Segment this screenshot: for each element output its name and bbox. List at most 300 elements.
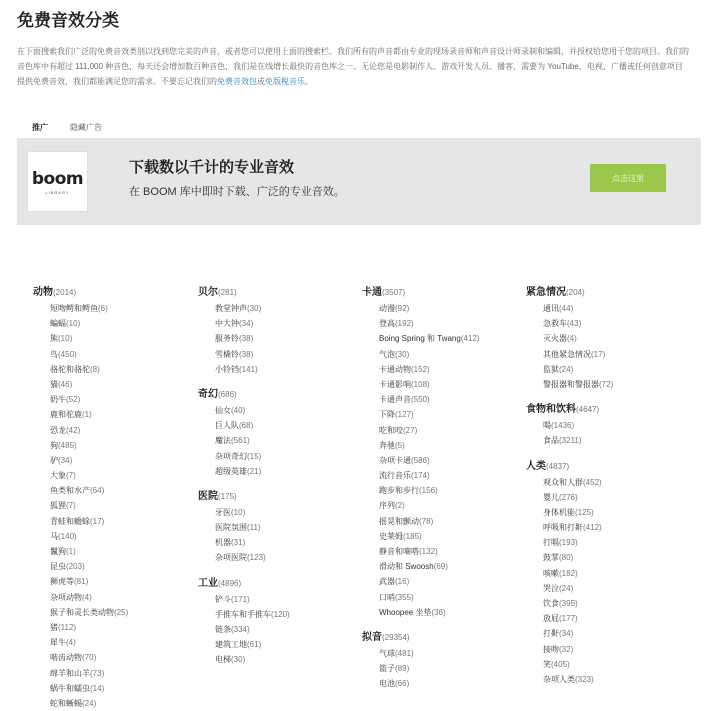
- subcategory-name: 魔法: [215, 436, 231, 446]
- ad-tabs: [17, 120, 701, 138]
- intro-paragraph: [17, 44, 689, 89]
- free-sound-packs-link[interactable]: 免费音效包: [217, 77, 257, 86]
- category-count: (29354): [382, 632, 410, 642]
- subcategory-name: 监狱: [543, 364, 559, 374]
- subcategory-link[interactable]: [362, 659, 480, 674]
- click-here-button[interactable]: 点击这里: [590, 164, 666, 192]
- subcategory-link[interactable]: [526, 314, 613, 329]
- subcategory-count: (192): [395, 319, 414, 329]
- subcategory-name: 奔驰: [379, 440, 395, 450]
- subcategory-name: Whoopee 坐垫: [379, 607, 432, 617]
- subcategory-link[interactable]: [362, 421, 480, 436]
- subcategory-link[interactable]: [33, 329, 128, 344]
- logo-subtext: LIBRARY: [45, 190, 70, 195]
- subcategory-count: (38): [239, 349, 254, 359]
- category-group: [526, 400, 613, 446]
- subcategory-link[interactable]: [362, 405, 480, 420]
- promo-headline: 下载数以千计的专业音效: [129, 159, 295, 176]
- subcategory-link[interactable]: [33, 679, 128, 694]
- category-heading[interactable]: [198, 487, 290, 503]
- page-title: 免费音效分类: [17, 11, 119, 30]
- subcategory-name: 急救车: [543, 319, 567, 329]
- subcategory-link[interactable]: [362, 557, 480, 572]
- category-heading[interactable]: [198, 385, 290, 401]
- subcategory-count: (4): [82, 592, 92, 602]
- category-group: [198, 283, 290, 375]
- subcategory-name: 卡通动物: [379, 364, 411, 374]
- subcategory-link[interactable]: [33, 436, 128, 451]
- subcategory-name: 狗: [50, 440, 58, 450]
- subcategory-name: 摇晃和颤动: [379, 516, 419, 526]
- subcategory-name: 超级英雄: [215, 466, 247, 476]
- subcategory-name: 登高: [379, 319, 395, 329]
- subcategory-count: (1436): [551, 421, 575, 431]
- subcategory-name: 啮齿动物: [50, 653, 82, 663]
- category-heading[interactable]: [198, 574, 290, 590]
- subcategory-name: 骆驼和骆驼: [50, 364, 90, 374]
- category-heading[interactable]: [362, 628, 480, 644]
- subcategory-name: 杂项卡通: [379, 455, 411, 465]
- subcategory-name: 大象: [50, 471, 66, 481]
- subcategory-name: 恐龙: [50, 425, 66, 435]
- subcategory-link[interactable]: [526, 564, 613, 579]
- subcategory-count: (108): [411, 379, 430, 389]
- subcategory-count: (4): [567, 334, 577, 344]
- subcategory-name: 小铃铛: [215, 364, 239, 374]
- category-group: [362, 283, 480, 618]
- subcategory-name: 仙女: [215, 405, 231, 415]
- subcategory-link[interactable]: [33, 299, 128, 314]
- subcategory-count: (81): [74, 577, 89, 587]
- category-count: (2014): [53, 288, 77, 297]
- category-name: 贝尔: [198, 287, 218, 298]
- subcategory-link[interactable]: [526, 329, 613, 344]
- subcategory-count: (24): [559, 364, 574, 374]
- subcategory-count: (395): [559, 599, 578, 608]
- subcategory-name: 食品: [543, 436, 559, 446]
- category-group: [526, 457, 613, 686]
- subcategory-count: (4): [66, 638, 76, 648]
- subcategory-name: 猴子和灵长类动物: [50, 607, 114, 617]
- category-name: 食物和饮料: [526, 404, 576, 416]
- subcategory-link[interactable]: [33, 390, 128, 405]
- subcategory-count: (72): [599, 379, 614, 389]
- subcategory-name: 史莱姆: [379, 531, 403, 541]
- category-name: 紧急情况: [526, 287, 566, 298]
- subcategory-link[interactable]: [33, 557, 128, 572]
- subcategory-link[interactable]: [33, 512, 128, 527]
- subcategory-link[interactable]: [33, 633, 128, 648]
- subcategory-link[interactable]: [198, 360, 290, 375]
- category-count: (204): [566, 288, 585, 297]
- subcategory-count: (6): [98, 304, 108, 313]
- subcategory-count: (177): [559, 614, 578, 624]
- subcategory-count: (10): [66, 319, 81, 329]
- subcategory-name: 中大钟: [215, 319, 239, 329]
- subcategory-name: 放屁: [543, 614, 559, 624]
- subcategory-name: 机器: [215, 538, 231, 548]
- subcategory-name: 跑步和步行: [379, 486, 419, 496]
- subcategory-count: (125): [575, 507, 594, 517]
- subcategory-count: (36): [431, 607, 446, 617]
- subcategory-link[interactable]: [33, 345, 128, 360]
- subcategory-name: 猪: [50, 622, 58, 632]
- subcategory-count: (32): [559, 644, 574, 654]
- subcategory-link[interactable]: [198, 431, 290, 446]
- subcategory-count: (405): [551, 659, 570, 669]
- category-heading[interactable]: [362, 283, 480, 299]
- category-heading[interactable]: [526, 457, 613, 473]
- subcategory-count: (17): [591, 349, 606, 359]
- subcategory-name: 蛇和蜥蜴: [50, 698, 82, 708]
- subcategory-link[interactable]: [33, 588, 128, 603]
- subcategory-link[interactable]: [362, 329, 480, 344]
- subcategory-name: 气球: [379, 648, 395, 658]
- category-name: 医院: [198, 490, 218, 502]
- subcategory-name: 其他紧急情况: [543, 349, 591, 359]
- subcategory-link[interactable]: [362, 496, 480, 511]
- subcategory-link[interactable]: [526, 670, 613, 685]
- subcategory-link[interactable]: [198, 605, 290, 620]
- subcategory-count: (46): [58, 379, 73, 389]
- subcategory-link[interactable]: [362, 436, 480, 451]
- subcategory-link[interactable]: [33, 405, 128, 420]
- subcategory-count: (132): [419, 547, 438, 556]
- subcategory-name: 警报器和警报器: [543, 379, 599, 389]
- subcategory-link[interactable]: [33, 603, 128, 618]
- subcategory-count: (24): [559, 583, 574, 593]
- subcategory-name: 鬣狗: [50, 547, 66, 556]
- intro-end: 。: [305, 77, 313, 86]
- subcategory-link[interactable]: [362, 512, 480, 527]
- subcategory-name: 滑动和 Swoosh: [379, 562, 434, 572]
- category-name: 人类: [526, 460, 546, 472]
- subcategory-name: 熊: [50, 334, 58, 344]
- subcategory-count: (73): [90, 668, 105, 678]
- category-count: (4647): [576, 405, 600, 415]
- subcategory-count: (120): [271, 609, 290, 619]
- subcategory-count: (10): [231, 507, 246, 517]
- subcategory-link[interactable]: [362, 345, 480, 360]
- subcategory-count: (69): [433, 562, 448, 572]
- subcategory-name: 电池: [379, 679, 395, 689]
- subcategory-count: (561): [231, 436, 250, 446]
- tab-hide-ads[interactable]: 隐藏广告: [70, 123, 102, 132]
- subcategory-link[interactable]: [526, 609, 613, 624]
- promo-subtext: 在 BOOM 库中即时下载、广泛的专业音效。: [129, 186, 345, 198]
- subcategory-name: 医院氛围: [215, 523, 247, 533]
- category-column-2: [198, 283, 290, 666]
- subcategory-link[interactable]: [33, 664, 128, 679]
- subcategory-name: 教堂钟声: [215, 304, 247, 313]
- subcategory-link[interactable]: [33, 572, 128, 587]
- subcategory-count: (5): [395, 440, 405, 450]
- subcategory-count: (1): [82, 410, 92, 420]
- subcategory-count: (21): [247, 466, 262, 476]
- subcategory-count: (550): [411, 395, 430, 405]
- subcategory-count: (78): [419, 516, 434, 526]
- subcategory-count: (44): [559, 304, 574, 313]
- subcategory-link[interactable]: [198, 650, 290, 665]
- subcategory-count: (17): [90, 516, 105, 526]
- subcategory-count: (34): [239, 319, 254, 329]
- category-count: (686): [218, 389, 237, 399]
- subcategory-link[interactable]: [526, 518, 613, 533]
- subcategory-count: (141): [239, 364, 258, 374]
- subcategory-link[interactable]: [33, 421, 128, 436]
- subcategory-link[interactable]: [198, 518, 290, 533]
- subcategory-link[interactable]: [198, 447, 290, 462]
- subcategory-name: 流行音乐: [379, 471, 411, 481]
- subcategory-link[interactable]: [362, 375, 480, 390]
- subcategory-link[interactable]: [33, 527, 128, 542]
- tab-promotion[interactable]: 推广: [32, 123, 48, 132]
- subcategory-count: (485): [58, 440, 77, 450]
- subcategory-count: (10): [58, 334, 73, 344]
- subcategory-link[interactable]: [526, 488, 613, 503]
- subcategory-count: (7): [66, 501, 76, 511]
- subcategory-count: (412): [583, 523, 602, 533]
- subcategory-name: 驴: [50, 455, 58, 465]
- category-group: [362, 628, 480, 690]
- subcategory-count: (80): [559, 553, 574, 563]
- category-count: (4837): [546, 461, 570, 471]
- subcategory-count: (15): [247, 451, 262, 461]
- subcategory-count: (171): [231, 594, 250, 604]
- subcategory-name: 静音和嘀嗒: [379, 547, 419, 556]
- subcategory-count: (450): [58, 349, 77, 359]
- subcategory-link[interactable]: [33, 451, 128, 466]
- category-group: [526, 283, 613, 390]
- subcategory-link[interactable]: [362, 674, 480, 689]
- subcategory-link[interactable]: [526, 579, 613, 594]
- subcategory-link[interactable]: [198, 533, 290, 548]
- subcategory-link[interactable]: [526, 416, 613, 431]
- subcategory-link[interactable]: [362, 603, 480, 618]
- subcategory-link[interactable]: [362, 390, 480, 405]
- subcategory-name: 手推车和手推车: [215, 609, 271, 619]
- subcategory-link[interactable]: [362, 451, 480, 466]
- subcategory-name: 蜗牛和蠕虫: [50, 683, 90, 693]
- subcategory-link[interactable]: [198, 345, 290, 360]
- subcategory-name: 奶牛: [50, 395, 66, 405]
- subcategory-count: (25): [114, 607, 129, 617]
- subcategory-count: (152): [411, 364, 430, 374]
- category-count: (175): [218, 491, 237, 501]
- subcategory-link[interactable]: [526, 533, 613, 548]
- subcategory-name: 武器: [379, 577, 395, 587]
- subcategory-count: (185): [403, 531, 422, 541]
- category-column-1: [33, 283, 128, 709]
- subcategory-name: 观众和人群: [543, 477, 583, 487]
- subcategory-link[interactable]: [198, 416, 290, 431]
- category-heading[interactable]: [526, 400, 613, 416]
- subcategory-count: (89): [395, 664, 410, 674]
- subcategory-link[interactable]: [33, 648, 128, 663]
- subcategory-link[interactable]: [198, 314, 290, 329]
- subcategory-name: 建筑工地: [215, 640, 247, 650]
- subcategory-count: (14): [90, 683, 105, 693]
- subcategory-name: 鸟: [50, 349, 58, 359]
- subcategory-name: 青蛙和蟾蜍: [50, 516, 90, 526]
- category-heading[interactable]: [198, 283, 290, 299]
- subcategory-name: 笑: [543, 659, 551, 669]
- subcategory-link[interactable]: [526, 345, 613, 360]
- subcategory-count: (30): [247, 304, 262, 313]
- subcategory-name: 喝: [543, 421, 551, 431]
- subcategory-link[interactable]: [526, 299, 613, 314]
- subcategory-count: (66): [395, 679, 410, 689]
- subcategory-name: 蝙蝠: [50, 319, 66, 329]
- subcategory-name: 篮子: [379, 664, 395, 674]
- subcategory-count: (193): [559, 538, 578, 548]
- subcategory-link[interactable]: [198, 503, 290, 518]
- category-column-4: [526, 283, 613, 685]
- subcategory-count: (52): [66, 395, 81, 405]
- subcategory-name: 杂项动物: [50, 592, 82, 602]
- category-heading[interactable]: [33, 283, 128, 299]
- subcategory-link[interactable]: [33, 542, 128, 557]
- subcategory-name: 卡通影响: [379, 379, 411, 389]
- subcategory-name: 马: [50, 531, 58, 541]
- subcategory-link[interactable]: [526, 548, 613, 563]
- category-heading[interactable]: [526, 283, 613, 299]
- subcategory-name: 鹿和驼鹿: [50, 410, 82, 420]
- intro-text: 在下面搜索我们广泛的免费音效类别以找到您完美的声音，或者您可以使用上面的搜索栏。我们所有的声音都由专业的现场录音师和声音设计师录制和编辑，并授权给您用于您的项目。我们的音色库中有超过 111,000 种音色，每天还会增加数百种音色，我们是在线增长最快的音色库之一。无论您是电影制作人、游戏开发人员、播客，需要为 YouTube、电视、广播或任何创意项目提供免费音效，我们都能满足您的需求。不要忘记我们的: [17, 47, 689, 86]
- subcategory-link[interactable]: [198, 590, 290, 605]
- subcategory-link[interactable]: [33, 618, 128, 633]
- subcategory-link[interactable]: [362, 572, 480, 587]
- subcategory-name: 牙医: [215, 507, 231, 517]
- subcategory-link[interactable]: [198, 548, 290, 563]
- subcategory-link[interactable]: [526, 655, 613, 670]
- subcategory-link[interactable]: [362, 314, 480, 329]
- subcategory-name: 鱼类和水产: [50, 486, 90, 496]
- subcategory-link[interactable]: [33, 694, 128, 709]
- category-count: (4896): [218, 578, 242, 588]
- boom-logo[interactable]: [27, 151, 88, 212]
- subcategory-name: 狐狸: [50, 501, 66, 511]
- subcategory-name: 通讯: [543, 304, 559, 313]
- subcategory-name: 打鼾: [543, 629, 559, 639]
- subcategory-count: (42): [66, 425, 81, 435]
- subcategory-name: 卡通声音: [379, 395, 411, 405]
- subcategory-link[interactable]: [198, 401, 290, 416]
- subcategory-name: 下降: [379, 410, 395, 420]
- subcategory-link[interactable]: [198, 635, 290, 650]
- category-name: 动物: [33, 287, 53, 298]
- subcategory-count: (64): [90, 486, 105, 496]
- subcategory-link[interactable]: [526, 624, 613, 639]
- subcategory-count: (123): [247, 553, 266, 563]
- subcategory-count: (112): [58, 622, 77, 632]
- subcategory-name: 雪橇铃: [215, 349, 239, 359]
- subcategory-link[interactable]: [526, 640, 613, 655]
- subcategory-name: 杂项奇幻: [215, 451, 247, 461]
- subcategory-name: 巨人队: [215, 421, 239, 431]
- subcategory-link[interactable]: [526, 473, 613, 488]
- subcategory-count: (92): [395, 304, 410, 313]
- subcategory-name: 铲斗: [215, 594, 231, 604]
- subcategory-link[interactable]: [33, 481, 128, 496]
- subcategory-count: (11): [247, 523, 261, 533]
- subcategory-link[interactable]: [526, 594, 613, 609]
- subcategory-name: 饮食: [543, 599, 559, 608]
- subcategory-link[interactable]: [198, 620, 290, 635]
- subcategory-name: 接吻: [543, 644, 559, 654]
- subcategory-link[interactable]: [198, 299, 290, 314]
- subcategory-count: (24): [82, 698, 97, 708]
- subcategory-count: (30): [231, 655, 246, 665]
- subcategory-name: 咳嗽: [543, 568, 559, 578]
- subcategory-link[interactable]: [362, 481, 480, 496]
- subcategory-link[interactable]: [33, 360, 128, 375]
- subcategory-link[interactable]: [198, 329, 290, 344]
- subcategory-count: (31): [231, 538, 246, 548]
- subcategory-name: 口哨: [379, 592, 395, 602]
- subcategory-count: (140): [58, 531, 77, 541]
- subcategory-count: (30): [395, 349, 410, 359]
- subcategory-count: (586): [411, 455, 430, 465]
- subcategory-count: (3211): [559, 436, 582, 446]
- subcategory-count: (156): [419, 486, 438, 496]
- subcategory-link[interactable]: [362, 299, 480, 314]
- subcategory-link[interactable]: [526, 360, 613, 375]
- category-count: (281): [218, 288, 237, 297]
- subcategory-count: (68): [239, 421, 254, 431]
- royalty-free-music-link[interactable]: 免版税音乐: [265, 77, 305, 86]
- subcategory-count: (276): [559, 492, 578, 502]
- subcategory-count: (38): [239, 334, 254, 344]
- subcategory-name: 猫: [50, 379, 58, 389]
- subcategory-link[interactable]: [362, 360, 480, 375]
- category-name: 工业: [198, 577, 218, 589]
- subcategory-count: (61): [247, 640, 262, 650]
- subcategory-count: (34): [559, 629, 574, 639]
- subcategory-name: 犀牛: [50, 638, 66, 648]
- subcategory-link[interactable]: [526, 431, 613, 446]
- subcategory-link[interactable]: [33, 466, 128, 481]
- subcategory-count: (40): [231, 405, 246, 415]
- subcategory-link[interactable]: [362, 466, 480, 481]
- intro-connector: 或: [257, 77, 265, 86]
- subcategory-name: 灭火器: [543, 334, 567, 344]
- subcategory-link[interactable]: [33, 375, 128, 390]
- subcategory-count: (8): [90, 364, 100, 374]
- subcategory-link[interactable]: [362, 644, 480, 659]
- category-name: 奇幻: [198, 388, 218, 400]
- subcategory-link[interactable]: [526, 375, 613, 390]
- subcategory-name: 哭泣: [543, 583, 559, 593]
- category-name: 卡通: [362, 287, 382, 298]
- subcategory-link[interactable]: [526, 503, 613, 518]
- subcategory-count: (174): [411, 471, 430, 481]
- category-group: [198, 487, 290, 564]
- subcategory-name: 电梯: [215, 655, 231, 665]
- subcategory-link[interactable]: [362, 527, 480, 542]
- subcategory-name: 鼓掌: [543, 553, 559, 563]
- subcategory-link[interactable]: [362, 542, 480, 557]
- category-name: 拟音: [362, 631, 382, 643]
- subcategory-name: 呼吸和打鼾: [543, 523, 583, 533]
- subcategory-count: (203): [66, 562, 85, 572]
- subcategory-link[interactable]: [362, 588, 480, 603]
- subcategory-link[interactable]: [33, 496, 128, 511]
- subcategory-count: (1): [66, 547, 76, 556]
- subcategory-link[interactable]: [33, 314, 128, 329]
- subcategory-link[interactable]: [198, 462, 290, 477]
- subcategory-count: (334): [231, 625, 250, 634]
